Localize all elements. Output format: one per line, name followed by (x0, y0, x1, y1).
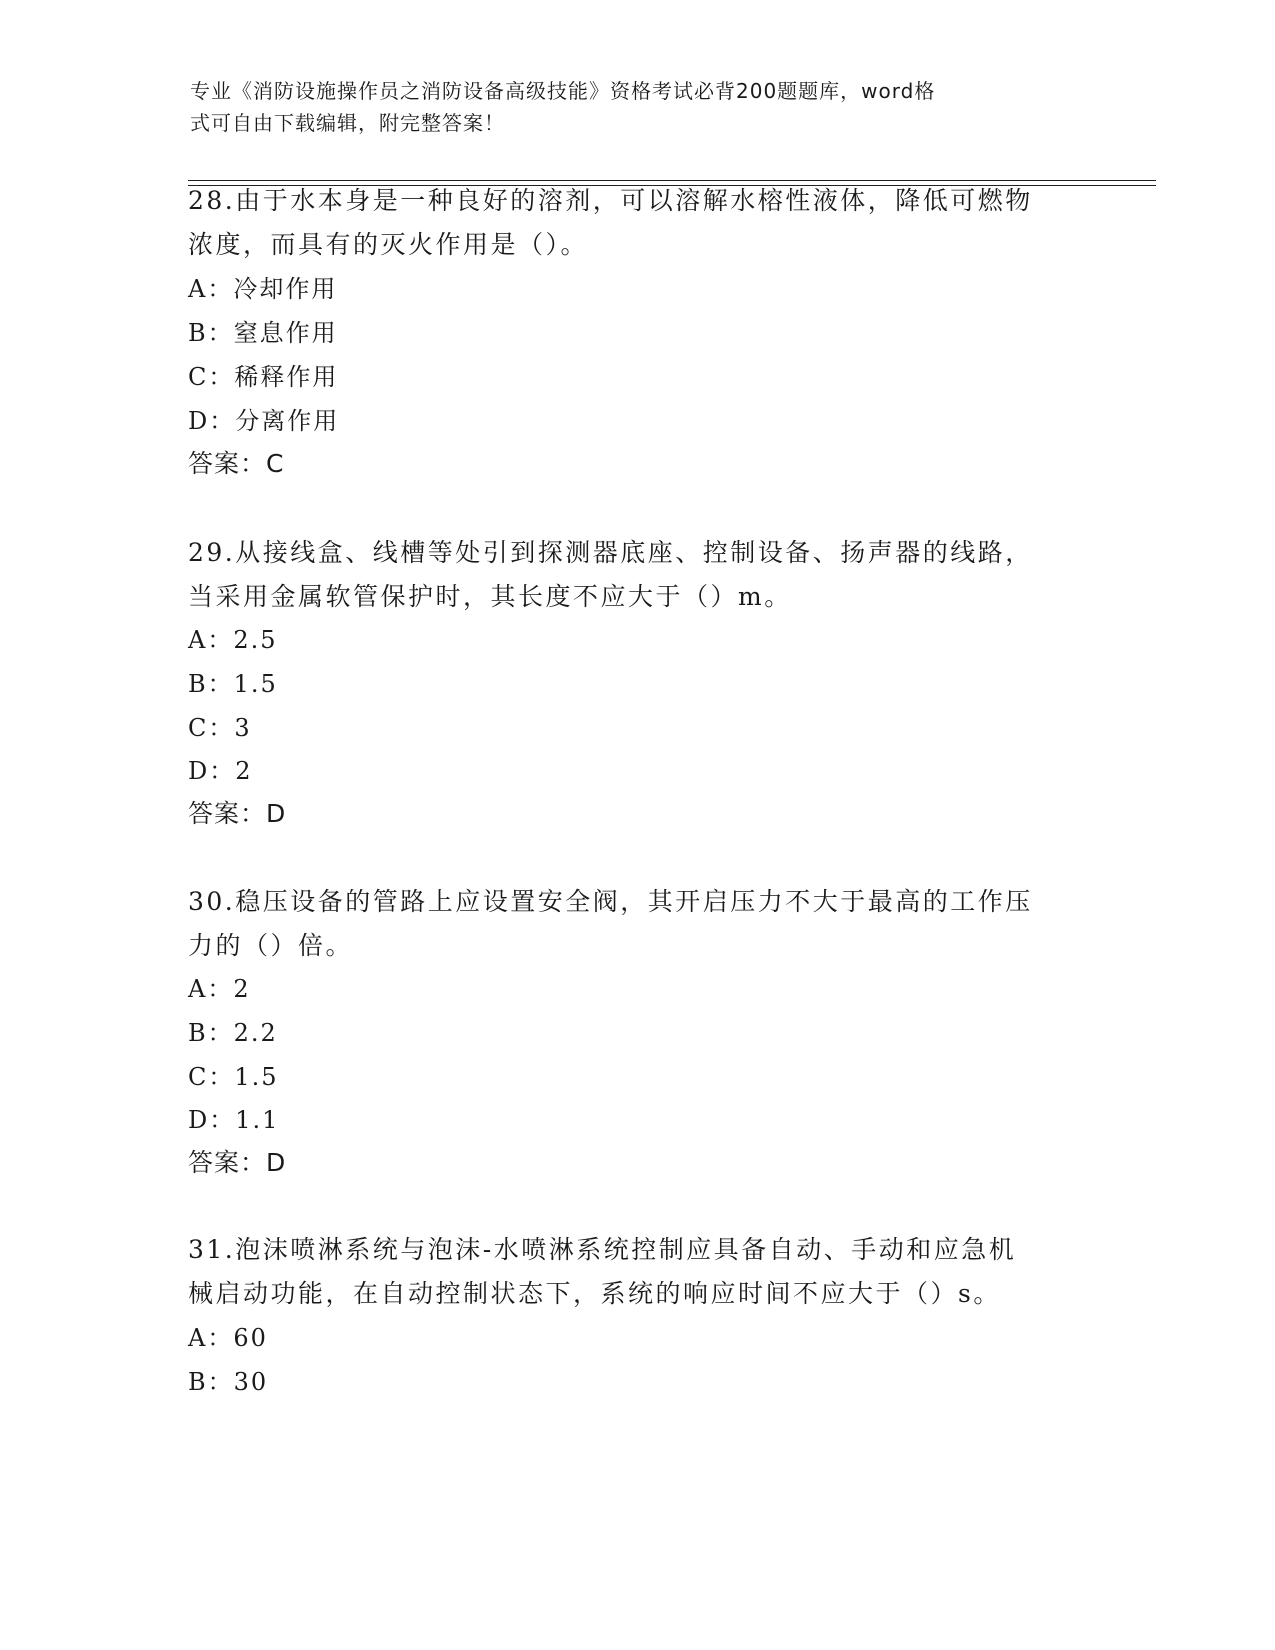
question-30-stem-line-2: 力的（）倍。 (188, 931, 354, 960)
document-header-line-2: 式可自由下载编辑，附完整答案！ (190, 111, 505, 135)
question-30-answer: 答案：D (188, 1148, 287, 1177)
question-28-answer: 答案：C (188, 449, 285, 478)
question-31-stem-line-2: 械启动功能，在自动控制状态下，系统的响应时间不应大于（）s。 (188, 1279, 1001, 1308)
question-30-option-d: D：1.1 (188, 1106, 280, 1134)
question-31-option-b: B：30 (188, 1368, 269, 1396)
question-30-option-b: B：2.2 (188, 1019, 278, 1047)
question-29-stem-line-2: 当采用金属软管保护时，其长度不应大于（）m。 (188, 582, 792, 611)
question-28-option-d: D：分离作用 (188, 407, 340, 435)
question-28-stem-line-1: 28.由于水本身是一种良好的溶剂，可以溶解水榕性液体，降低可燃物 (188, 186, 1033, 215)
question-28-option-b: B：窒息作用 (188, 319, 338, 347)
question-29-option-d: D：2 (188, 757, 253, 785)
question-29-option-c: C：3 (188, 714, 252, 742)
question-29-option-b: B：1.5 (188, 670, 278, 698)
question-31-stem-line-1: 31.泡沫喷淋系统与泡沫-水喷淋系统控制应具备自动、手动和应急机 (188, 1235, 1017, 1264)
question-30-stem-line-1: 30.稳压设备的管路上应设置安全阀，其开启压力不大于最高的工作压 (188, 887, 1033, 916)
document-header-line-1: 专业《消防设施操作员之消防设备高级技能》资格考试必背200题题库，word格 (190, 79, 936, 103)
question-30-option-c: C：1.5 (188, 1063, 279, 1091)
question-29-answer: 答案：D (188, 799, 287, 828)
question-28-option-c: C：稀释作用 (188, 363, 339, 391)
header-divider-top (188, 180, 1156, 181)
question-31-option-a: A：60 (188, 1324, 268, 1352)
question-29-option-a: A：2.5 (188, 626, 278, 654)
question-30-option-a: A：2 (188, 975, 251, 1003)
question-28-option-a: A：冷却作用 (188, 275, 338, 303)
question-28-stem-line-2: 浓度，而具有的灭火作用是（）。 (188, 230, 589, 259)
question-29-stem-line-1: 29.从接线盒、线槽等处引到探测器底座、控制设备、扬声器的线路， (188, 538, 1033, 567)
